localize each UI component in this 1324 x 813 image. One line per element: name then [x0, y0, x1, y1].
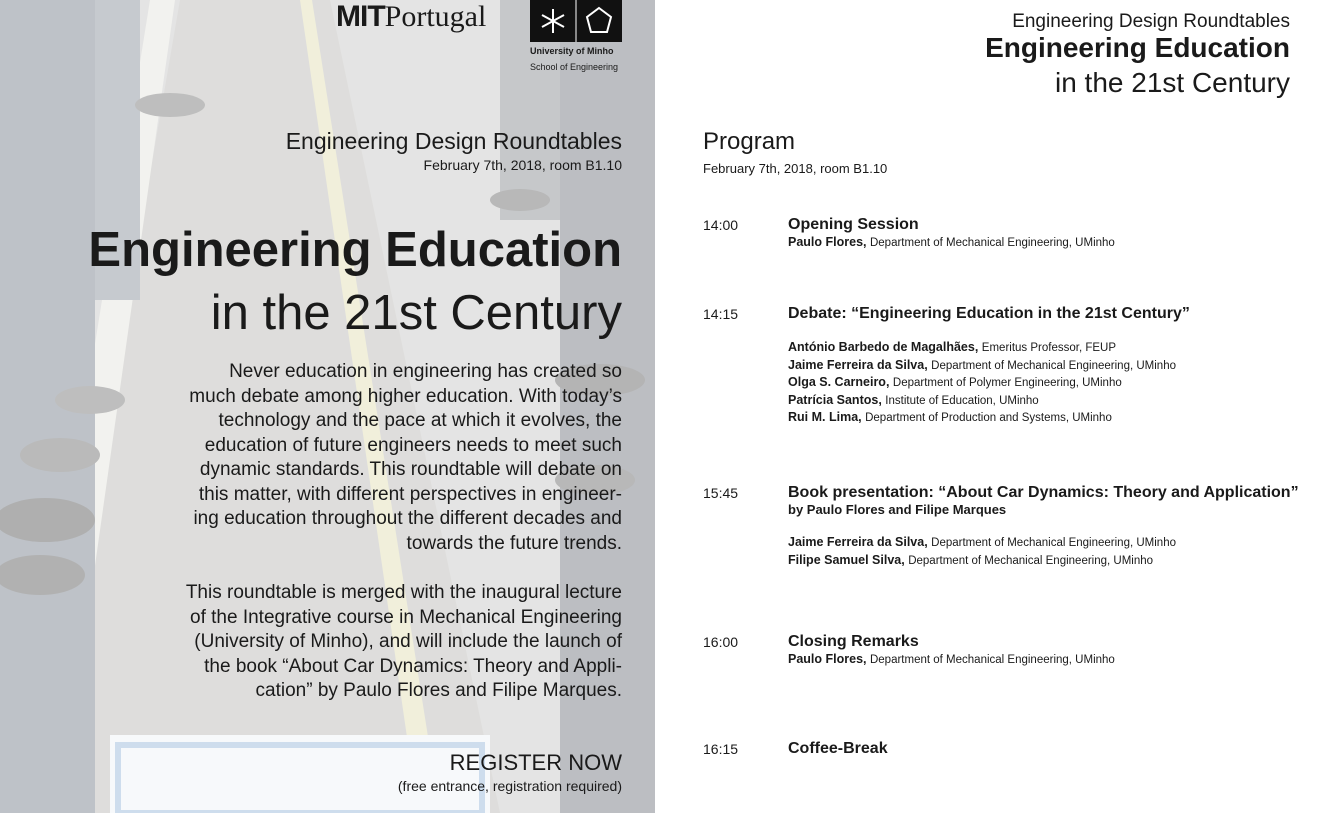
- session-body: [788, 739, 1313, 758]
- speaker: [788, 339, 1313, 357]
- session-time: 14:00: [703, 217, 739, 233]
- speaker-affiliation: Department of Polymer Engineering, UMinho: [892, 377, 1122, 389]
- description-line: technology and the pace at which it evolves, the: [218, 410, 622, 431]
- speaker-affiliation: Department of Mechanical Engineering, UMinho: [908, 554, 1154, 567]
- speaker-list: [788, 651, 1313, 669]
- description-line: much debate among higher education. With today’s: [189, 385, 622, 407]
- left-title-bold: Engineering Education: [88, 223, 622, 277]
- speaker-affiliation: Department of Mechanical Engineering, UMinho: [931, 537, 1176, 549]
- description-paragraph: [122, 360, 622, 556]
- speaker-list: [788, 234, 1313, 252]
- register-now-link[interactable]: REGISTER NOW: [449, 750, 622, 775]
- session-time: 14:15: [703, 306, 739, 322]
- speaker: [788, 357, 1313, 375]
- merge-line: This roundtable is merged with the inaugural lecture: [185, 582, 622, 603]
- description-line: towards the future trends.: [406, 532, 622, 554]
- description-line: Never education in engineering has created so: [229, 361, 622, 382]
- right-title-regular: in the 21st Century: [1054, 67, 1290, 98]
- speaker-affiliation: Department of Mechanical Engineering, UMinho: [869, 654, 1115, 666]
- speaker-affiliation: Department of Production and Systems, UMinho: [865, 412, 1112, 424]
- left-title-regular: in the 21st Century: [210, 286, 622, 340]
- merge-line: (University of Minho), and will include the launch of: [194, 631, 622, 652]
- logo-mit-text: MIT: [336, 0, 385, 33]
- speaker-affiliation: Department of Mechanical Engineering, UMinho: [869, 237, 1115, 249]
- merge-line: of the Integrative course in Mechanical Engineering: [190, 606, 622, 628]
- mit-portugal-logo: [336, 0, 486, 34]
- speaker: [788, 552, 1313, 570]
- speaker-name: Paulo Flores,: [788, 652, 867, 666]
- session-time: 16:00: [703, 634, 739, 650]
- register-note: (free entrance, registration required): [397, 778, 622, 794]
- speaker: [788, 534, 1313, 552]
- session-title: Debate: “Engineering Education in the 21st Century”: [788, 305, 1190, 322]
- description-line: ing education throughout the different decades and: [193, 508, 622, 529]
- uminho-school: School of Engineering: [530, 62, 619, 72]
- left-series-title: Engineering Design Roundtables: [285, 128, 622, 154]
- speaker-name: Patrícia Santos,: [788, 392, 882, 407]
- uminho-name: University of Minho: [530, 46, 614, 56]
- speaker: [788, 409, 1313, 427]
- logo-portugal-text: Portugal: [384, 0, 487, 33]
- speaker-affiliation: Emeritus Professor, FEUP: [981, 342, 1117, 354]
- speaker: [788, 234, 1313, 252]
- description-line: this matter, with different perspectives in engineer-: [198, 483, 622, 505]
- right-series-title: Engineering Design Roundtables: [1012, 11, 1290, 32]
- program-heading: Program: [703, 128, 796, 155]
- speaker-affiliation: Institute of Education, UMinho: [885, 394, 1039, 407]
- session-time: 16:15: [703, 741, 739, 757]
- speaker-name: Jaime Ferreira da Silva,: [788, 535, 928, 549]
- session-subtitle: by Paulo Flores and Filipe Marques: [788, 502, 1007, 517]
- left-date: February 7th, 2018, room B1.10: [423, 157, 622, 173]
- speaker-name: Filipe Samuel Silva,: [788, 552, 905, 567]
- uminho-logo: [530, 0, 622, 42]
- session-title: Opening Session: [788, 216, 919, 233]
- session-title: Coffee-Break: [788, 740, 888, 757]
- poster-panel: [0, 0, 655, 813]
- speaker-affiliation: Department of Mechanical Engineering, UMinho: [931, 359, 1176, 372]
- speaker-name: Paulo Flores,: [788, 235, 867, 249]
- speaker: [788, 392, 1313, 410]
- description-line: dynamic standards. This roundtable will debate on: [199, 459, 622, 480]
- uminho-emblem-icon: [530, 0, 622, 42]
- session-title: Book presentation: “About Car Dynamics: Theory and Application”: [788, 484, 1299, 501]
- session-body: [788, 304, 1313, 427]
- merge-paragraph: [122, 581, 622, 704]
- merge-line: cation” by Paulo Flores and Filipe Marques.: [255, 680, 622, 701]
- speaker-list: [788, 534, 1313, 569]
- speaker-name: Rui M. Lima,: [788, 410, 862, 424]
- session-time: 15:45: [703, 485, 739, 501]
- speaker-name: Olga S. Carneiro,: [788, 375, 890, 389]
- speaker-name: António Barbedo de Magalhães,: [788, 340, 979, 354]
- merge-line: the book “About Car Dynamics: Theory and Appli-: [204, 655, 622, 677]
- session-body: [788, 483, 1313, 569]
- session-body: [788, 215, 1313, 252]
- speaker-list: [788, 339, 1313, 427]
- speaker: [788, 651, 1313, 669]
- speaker-name: Jaime Ferreira da Silva,: [788, 357, 928, 372]
- speaker: [788, 374, 1313, 392]
- description-line: education of future engineers needs to meet such: [204, 434, 622, 456]
- program-date: February 7th, 2018, room B1.10: [703, 161, 888, 176]
- session-title: Closing Remarks: [788, 633, 919, 650]
- session-body: [788, 632, 1313, 669]
- right-title-bold: Engineering Education: [985, 32, 1290, 63]
